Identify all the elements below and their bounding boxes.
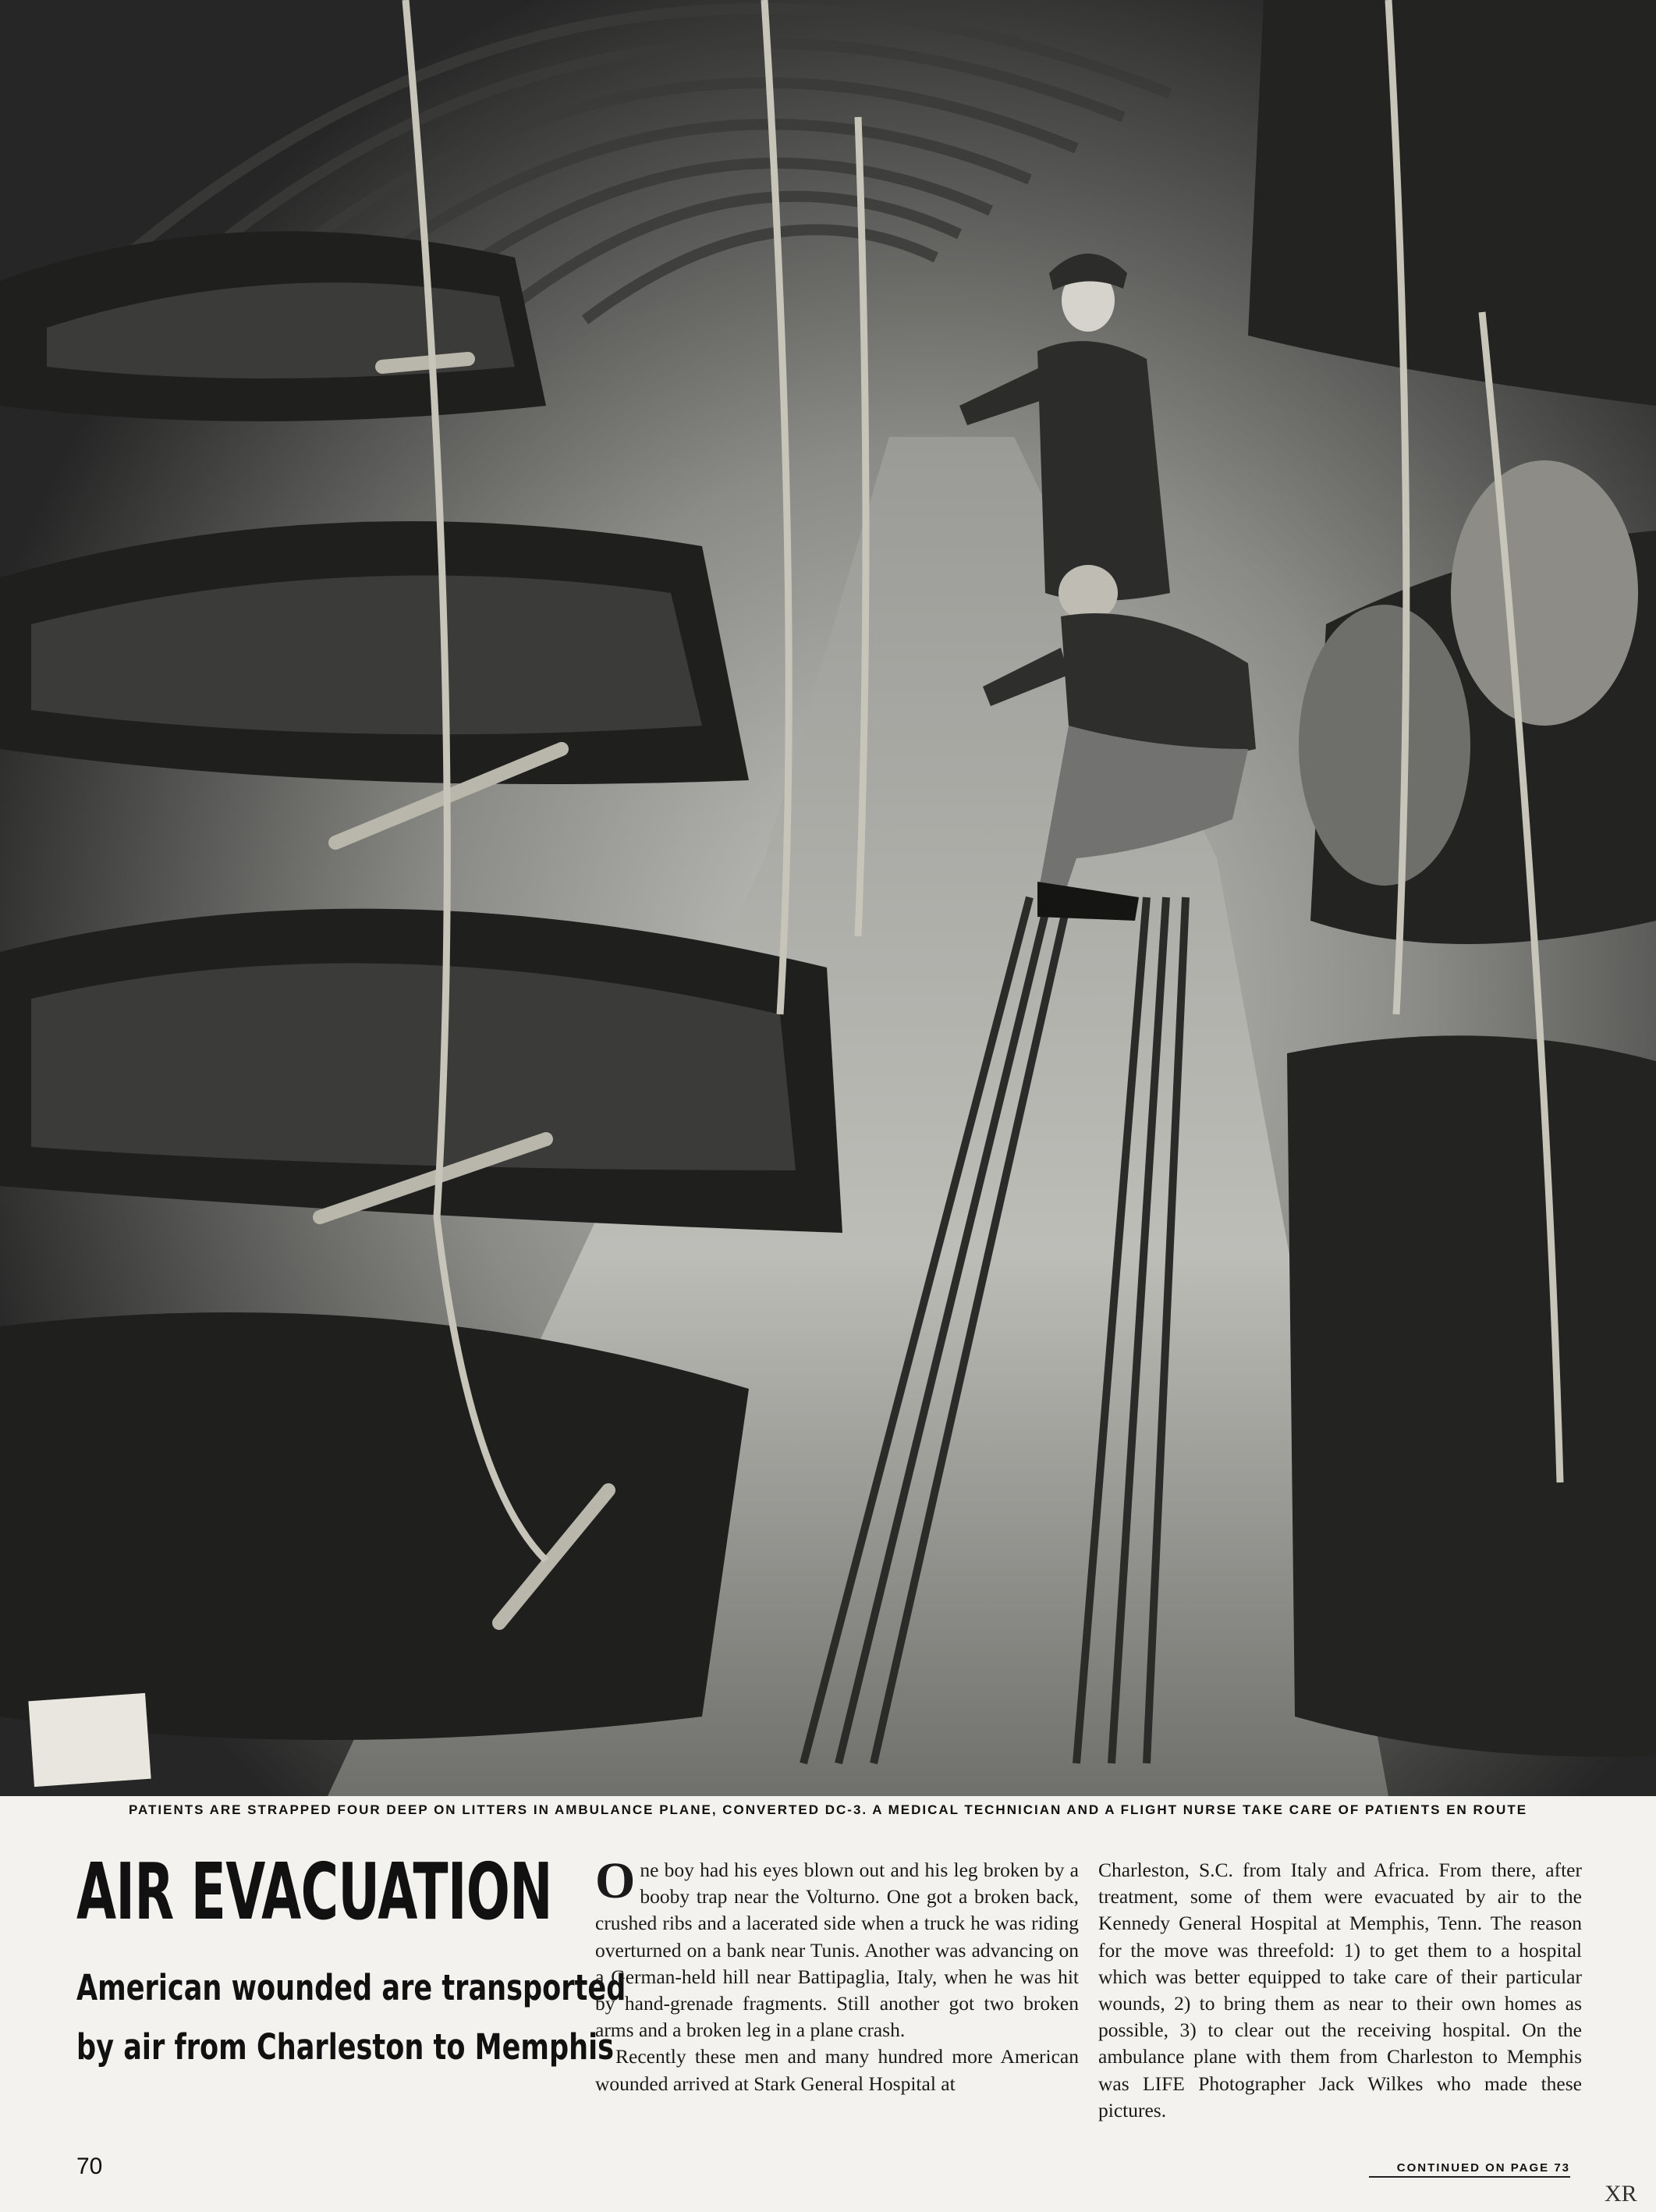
headline-title: AIR EVACUATION xyxy=(76,1846,552,1937)
paragraph-3: Charleston, S.C. from Italy and Africa. From there, after treatment, some of them were evacuated by air to the Kennedy General Hospital at Memphis, Tenn. The reason for the move was threefold: 1) to get them to a hospital which was better equipped to take care of their particular wounds, 2) to bring them as near to their own homes as possible, 3) to clear out the receiving hospital. On the ambulance plane with them from Charleston to Memphis was LIFE Photographer Jack Wilkes who made these pictures. xyxy=(1098,1859,1582,2121)
paragraph-1 xyxy=(595,1852,1079,2043)
article-column-2 xyxy=(1098,1857,1582,2124)
article-column-1 xyxy=(595,1852,1079,2097)
headline-block xyxy=(76,1846,626,2077)
paragraph-1-text: ne boy had his eyes blown out and his leg broken by a booby trap near the Volturno. One got a broken back, crushed ribs and a lacerated side when a truck he was riding overturned on a bank near Tunis. Another was advancing on a German-held hill near Battipaglia, Italy, when he was hit by hand-grenade fragments. Still another got two broken arms and a broken leg in a plane crash. xyxy=(595,1859,1079,2042)
deck-line-2: by air from Charleston to Memphis xyxy=(76,2026,614,2068)
page-number: 70 xyxy=(76,2153,103,2179)
paragraph-2: Recently these men and many hundred more American wounded arrived at Stark General Hospital at xyxy=(595,2045,1079,2095)
headline-deck xyxy=(76,1958,626,2077)
corner-mark: XR xyxy=(1605,2181,1637,2207)
continued-link[interactable]: CONTINUED ON PAGE 73 xyxy=(1369,2161,1570,2178)
drop-cap: O xyxy=(595,1852,636,1909)
deck-line-1: American wounded are transported xyxy=(76,1967,626,2008)
photo-caption: PATIENTS ARE STRAPPED FOUR DEEP ON LITTERS IN AMBULANCE PLANE, CONVERTED DC-3. A MEDICAL TECHNICIAN AND A FLIGHT NURSE TAKE CARE OF PATIENTS EN ROUTE xyxy=(128,1802,1528,1817)
